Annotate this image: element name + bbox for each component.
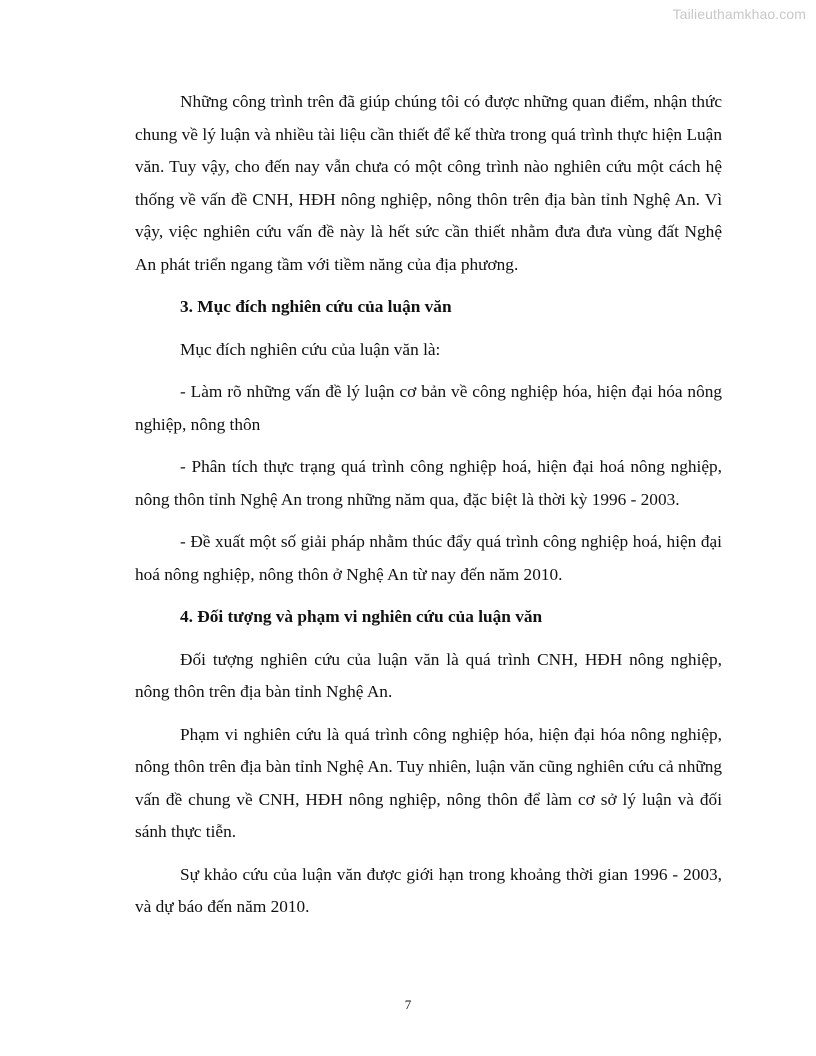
paragraph-purpose-intro: Mục đích nghiên cứu của luận văn là:	[180, 339, 441, 359]
section-heading-research-purpose: 3. Mục đích nghiên cứu của luận văn	[180, 297, 452, 316]
paragraph-research-scope: Phạm vi nghiên cứu là quá trình công nghiệp hóa, hiện đại hóa nông nghiệp, nông thôn trên địa bàn tỉnh Nghệ An. Tuy nhiên, luận văn cũng nghiên cứu cả những vấn đề chung về CNH, HĐH nông nghiệp, nông thôn để làm cơ sở lý luận và đối sánh thực tiễn.	[135, 724, 722, 841]
page-number: 7	[404, 997, 412, 1012]
watermark-text: Tailieuthamkhao.com	[672, 6, 806, 22]
paragraph-purpose-item-3: - Đề xuất một số giải pháp nhằm thúc đẩy quá trình công nghiệp hoá, hiện đại hoá nông nghiệp, nông thôn ở Nghệ An từ nay đến năm 2010.	[135, 532, 722, 584]
paragraph-prior-works: Những công trình trên đã giúp chúng tôi có được những quan điểm, nhận thức chung về lý luận và nhiều tài liệu cần thiết để kế thừa trong quá trình thực hiện Luận văn. Tuy vậy, cho đến nay vẫn chưa có một công trình nào nghiên cứu một cách hệ thống về vấn đề CNH, HĐH nông nghiệp, nông thôn trên địa bàn tỉnh Nghệ An. Vì vậy, việc nghiên cứu vấn đề này là hết sức cần thiết nhằm đưa đưa vùng đất Nghệ An phát triển ngang tầm với tiềm năng của địa phương.	[135, 92, 722, 274]
section-heading-scope: 4. Đối tượng và phạm vi nghiên cứu của luận văn	[180, 607, 543, 626]
document-body	[135, 86, 722, 924]
paragraph-research-object: Đối tượng nghiên cứu của luận văn là quá trình CNH, HĐH nông nghiệp, nông thôn trên địa bàn tỉnh Nghệ An.	[135, 649, 722, 701]
paragraph-purpose-item-1: - Làm rõ những vấn đề lý luận cơ bản về công nghiệp hóa, hiện đại hóa nông nghiệp, nông thôn	[135, 382, 722, 434]
paragraph-purpose-item-2: - Phân tích thực trạng quá trình công nghiệp hoá, hiện đại hoá nông nghiệp, nông thôn tỉnh Nghệ An trong những năm qua, đặc biệt là thời kỳ 1996 - 2003.	[135, 457, 722, 509]
paragraph-time-range: Sự khảo cứu của luận văn được giới hạn trong khoảng thời gian 1996 - 2003, và dự báo đến năm 2010.	[135, 864, 722, 916]
